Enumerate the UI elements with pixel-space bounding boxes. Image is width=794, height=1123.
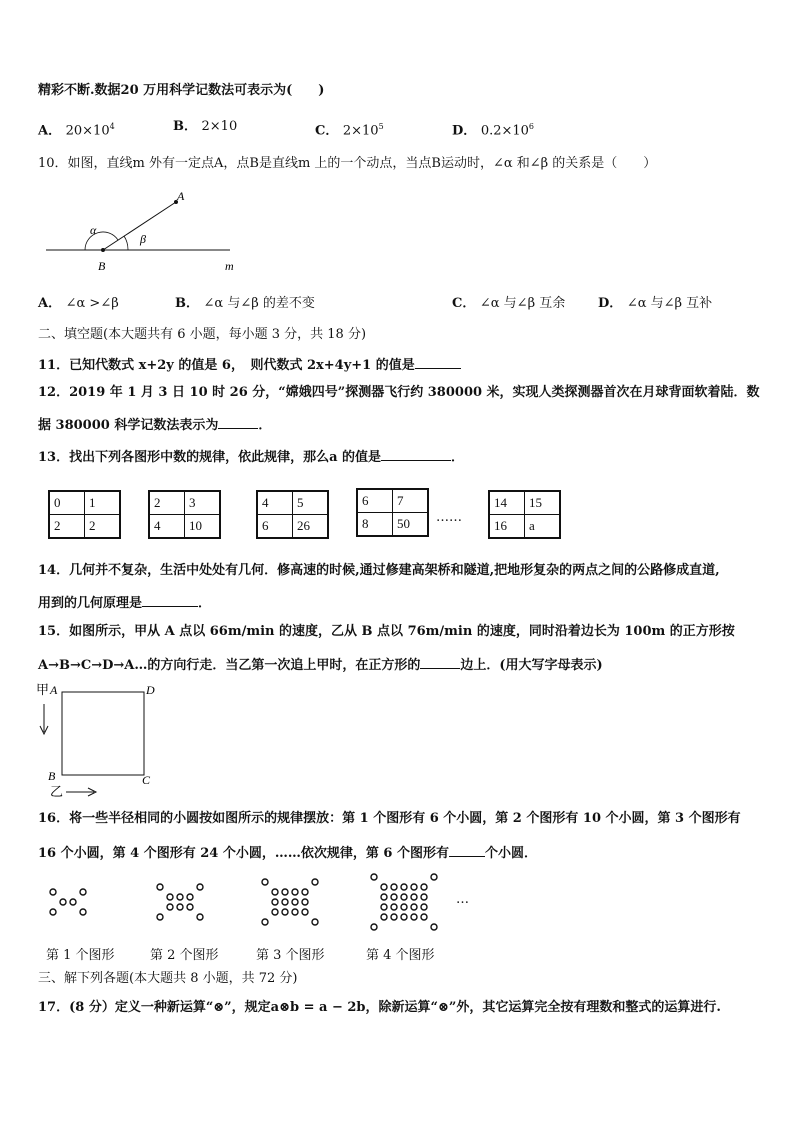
q10-option-1 — [175, 295, 315, 313]
small-circle — [282, 889, 288, 895]
small-circle — [401, 894, 407, 900]
label-jia: 甲 — [36, 682, 50, 697]
label-a: A — [50, 683, 58, 697]
q13-blank — [381, 446, 451, 461]
small-circle — [421, 884, 427, 890]
q9-option-text: 20×10 — [65, 123, 110, 139]
q10-option-2 — [452, 295, 565, 313]
small-circle — [431, 874, 437, 880]
q12-blank — [218, 414, 258, 429]
q15-line1: 15．如图所示，甲从 A 点以 66m/min 的速度，乙从 B 点以 76m/min 的速度，同时沿着边长为 100m 的正方形按 — [38, 624, 735, 639]
small-circle — [401, 904, 407, 910]
q14-text: 用到的几何原理是 — [38, 596, 143, 611]
small-circle — [272, 889, 278, 895]
label-c: C — [142, 773, 151, 787]
small-circle — [381, 914, 387, 920]
q13-text: 13．找出下列各图形中数的规律，依此规律，那么a 的值是 — [38, 450, 382, 465]
label-yi: 乙 — [50, 784, 64, 799]
small-circle — [421, 904, 427, 910]
small-circle — [411, 894, 417, 900]
small-circle — [50, 889, 56, 895]
small-circle — [381, 884, 387, 890]
q13-grid-cell: 8 — [358, 513, 393, 536]
small-circle — [262, 879, 268, 885]
q13-grid-cell: 4 — [150, 515, 185, 538]
q16-text-b: 个小圆． — [484, 846, 537, 861]
small-circle — [187, 904, 193, 910]
q12-text: 据 380000 科学记数法表示为 — [38, 418, 219, 433]
q13-grid-cell: a — [525, 515, 560, 538]
q13-grid-cell: 6 — [258, 515, 293, 538]
small-circle — [292, 889, 298, 895]
q11 — [38, 354, 461, 375]
small-circle — [262, 919, 268, 925]
small-circle — [282, 899, 288, 905]
small-circle — [421, 894, 427, 900]
small-circle — [157, 884, 163, 890]
q10-option-text: ∠α 与∠β 互补 — [626, 296, 713, 311]
q13-grid-cell: 15 — [525, 492, 560, 515]
small-circle — [197, 914, 203, 920]
q16-caption-3: 第 3 个图形 — [256, 948, 325, 963]
small-circle — [177, 904, 183, 910]
q13-grid-4 — [488, 490, 561, 539]
q13-grid-cell: 4 — [258, 492, 293, 515]
small-circle — [391, 884, 397, 890]
q10-figure — [40, 190, 250, 280]
label-a: A — [177, 190, 185, 203]
q10-stem: 10．如图，直线m 外有一定点A，点B是直线m 上的一个动点，当点B运动时，∠α 和∠β 的关系是（ ） — [38, 156, 657, 171]
small-circle — [312, 919, 318, 925]
q13-grid-cell: 26 — [293, 515, 328, 538]
q10-option-text: ∠α 与∠β 互余 — [479, 296, 566, 311]
q13: 13．找出下列各图形中数的规律，依此规律，那么a 的值是 ． — [38, 446, 464, 467]
q13-grid-1 — [148, 490, 221, 539]
q9-option-3 — [452, 118, 534, 140]
small-circle — [80, 889, 86, 895]
q9-option-exponent: 4 — [109, 122, 115, 131]
q16-blank — [449, 842, 485, 857]
small-circle — [391, 894, 397, 900]
q15-blank — [420, 654, 460, 669]
q13-grid-cell: 1 — [85, 492, 120, 515]
small-circle — [157, 914, 163, 920]
small-circle — [401, 914, 407, 920]
q12-line2: 据 380000 科学记数法表示为 ． — [38, 414, 271, 435]
q16-line1: 16．将一些半径相同的小圆按如图所示的规律摆放：第 1 个图形有 6 个小圆，第 2 个图形有 10 个小圆，第 3 个图形有 — [38, 811, 741, 826]
square — [62, 692, 144, 775]
q10-option-label: B． — [175, 296, 204, 311]
q16-caption-2: 第 2 个图形 — [150, 948, 219, 963]
label-beta: β — [140, 232, 146, 246]
q13-grid-cell: 14 — [490, 492, 525, 515]
q13-grid-cell: 2 — [150, 492, 185, 515]
q10-option-3 — [598, 295, 712, 313]
q13-grid-2 — [256, 490, 329, 539]
q13-grid-cell: 7 — [393, 490, 428, 513]
label-m: m — [225, 259, 234, 273]
small-circle — [282, 909, 288, 915]
q9-option-text: 2×10 — [201, 119, 238, 134]
small-circle — [302, 889, 308, 895]
q10-option-text: ∠α 与∠β 的差不变 — [203, 296, 315, 311]
q16-caption-4: 第 4 个图形 — [366, 948, 435, 963]
small-circle — [421, 914, 427, 920]
q13-grid-cell: 2 — [85, 515, 120, 538]
small-circle — [70, 899, 76, 905]
section-2-heading: 二、填空题(本大题共有 6 小题，每小题 3 分，共 18 分) — [38, 327, 367, 342]
small-circle — [391, 914, 397, 920]
q9-option-text: 0.2×10 — [480, 123, 529, 139]
q13-grid-cell: 10 — [185, 515, 220, 538]
label-b: B — [48, 769, 56, 783]
small-circle — [431, 924, 437, 930]
q15-text-a: A→B→C→D→A…的方向行走．当乙第一次追上甲时，在正方形的 — [38, 658, 421, 673]
q16-line2 — [38, 842, 537, 863]
q13-grid-cell: 16 — [490, 515, 525, 538]
q13-ellipsis: …… — [436, 510, 462, 525]
small-circle — [381, 904, 387, 910]
label-d: D — [146, 683, 155, 697]
q10-option-text: ∠α >∠β — [65, 296, 119, 311]
q14-line2: 用到的几何原理是 ． — [38, 592, 211, 613]
q14-blank — [142, 592, 198, 607]
q15-figure — [32, 680, 162, 800]
small-circle — [391, 904, 397, 910]
small-circle — [411, 884, 417, 890]
section-3-heading: 三、解下列各题(本大题共 8 小题，共 72 分) — [38, 971, 298, 986]
q13-grid-cell: 3 — [185, 492, 220, 515]
arc-beta — [124, 236, 128, 250]
label-alpha: α — [90, 223, 97, 237]
small-circle — [411, 914, 417, 920]
q15-line2 — [38, 654, 603, 675]
small-circle — [411, 904, 417, 910]
q13-grid-cell: 6 — [358, 490, 393, 513]
q9-option-2 — [315, 118, 384, 140]
q9-option-label: C． — [315, 123, 343, 139]
q11-text: 11．已知代数式 x+2y 的值是 6， 则代数式 2x+4y+1 的值是 — [38, 358, 415, 373]
q9-option-text: 2×10 — [342, 123, 379, 139]
small-circle — [197, 884, 203, 890]
q16-caption-1: 第 1 个图形 — [46, 948, 115, 963]
q16-text-a: 16 个小圆，第 4 个图形有 24 个小圆，……依次规律，第 6 个图形有 — [38, 846, 449, 861]
q9-option-label: D． — [452, 123, 481, 139]
q9-option-exponent: 5 — [378, 122, 384, 131]
q9-stem: 精彩不断.数据20 万用科学记数法可表示为( ) — [38, 83, 325, 98]
small-circle — [272, 909, 278, 915]
q14-line1: 14．几何并不复杂，生活中处处有几何．修高速的时候,通过修建高架桥和隧道,把地形复杂的两点之间的公路修成直道, — [38, 563, 720, 578]
q10-option-label: D． — [598, 296, 627, 311]
q17: 17．(8 分）定义一种新运算“⊗”，规定a⊗b = a − 2b，除新运算“⊗”外，其它运算完全按有理数和整式的运算进行. — [38, 1000, 721, 1015]
small-circle — [302, 899, 308, 905]
q9-option-0 — [38, 118, 115, 140]
q10-option-label: C． — [452, 296, 480, 311]
small-circle — [292, 899, 298, 905]
q10-option-0 — [38, 295, 119, 313]
small-circle — [302, 909, 308, 915]
q13-grid-cell: 50 — [393, 513, 428, 536]
small-circle — [50, 909, 56, 915]
small-circle — [167, 894, 173, 900]
q13-grid-cell: 0 — [50, 492, 85, 515]
small-circle — [312, 879, 318, 885]
q9-option-label: A． — [38, 123, 66, 139]
q13-grid-0 — [48, 490, 121, 539]
q9-option-label: B． — [173, 119, 202, 134]
small-circle — [381, 894, 387, 900]
small-circle — [80, 909, 86, 915]
q12-line1: 12．2019 年 1 月 3 日 10 时 26 分，“嫦娥四号”探测器飞行约 380000 米，实现人类探测器首次在月球背面软着陆．数 — [38, 385, 760, 400]
small-circle — [401, 884, 407, 890]
small-circle — [292, 909, 298, 915]
small-circle — [167, 904, 173, 910]
q15-text-b: 边上．(用大写字母表示) — [460, 658, 603, 673]
q16-ellipsis: … — [456, 892, 469, 907]
small-circle — [60, 899, 66, 905]
label-b: B — [98, 259, 106, 273]
q11-blank — [415, 354, 461, 369]
q13-grid-cell: 2 — [50, 515, 85, 538]
q9-option-1 — [173, 118, 237, 136]
q10-option-label: A． — [38, 296, 66, 311]
small-circle — [272, 899, 278, 905]
small-circle — [187, 894, 193, 900]
small-circle — [371, 924, 377, 930]
point-b — [101, 248, 105, 252]
q13-grid-3 — [356, 488, 429, 537]
small-circle — [371, 874, 377, 880]
q9-option-exponent: 6 — [528, 122, 535, 131]
q13-grid-cell: 5 — [293, 492, 328, 515]
q16-figure — [40, 868, 500, 936]
small-circle — [177, 894, 183, 900]
